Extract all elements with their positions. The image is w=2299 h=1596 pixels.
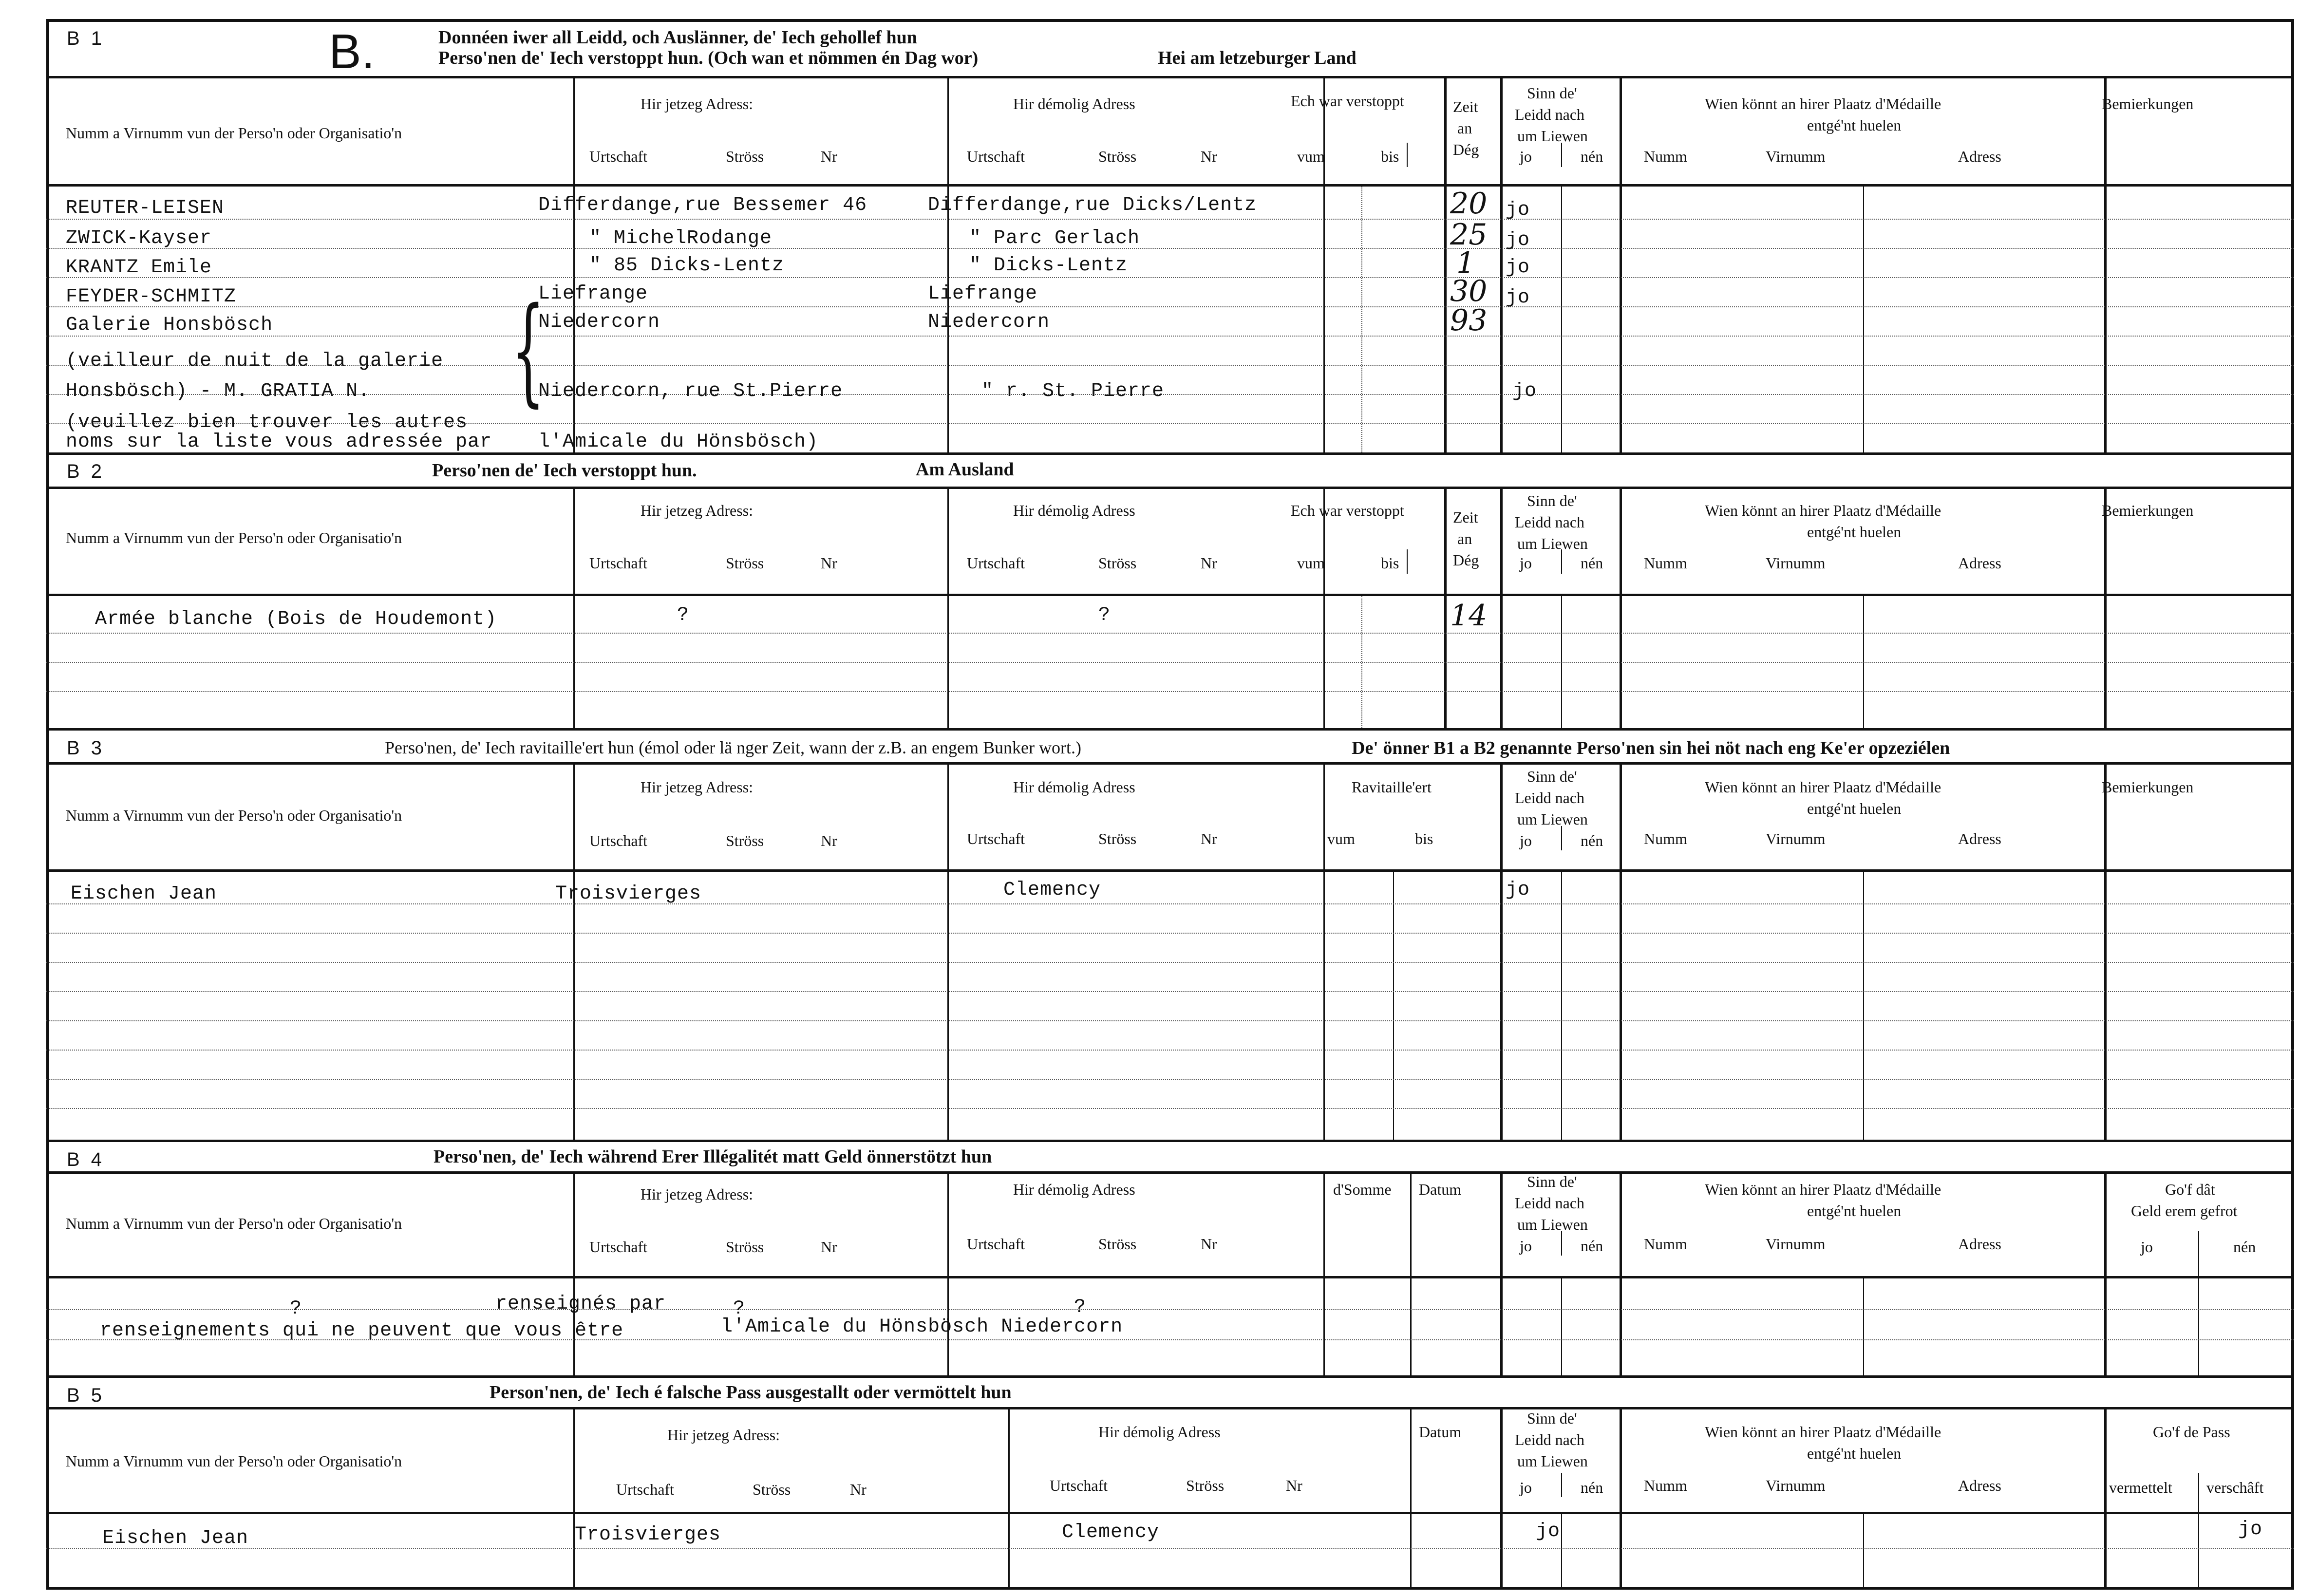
note-text: (veuillez bien trouver les autres: [66, 412, 468, 433]
note-text: (veilleur de nuit de la galerie: [66, 350, 444, 372]
table-header: Numm a Virnumm vun der Perso'n oder Organisatio'n Hir jetzeg Adress: Hir démolig Adress d'Somme Datum Sinn de' Leidd nach um Liewen Wien könnt an hirer Plaatz d'Médaille entgé'nt huelen Go'f dât Geld erem gefrot Urtschaft Ströss Nr Urtschaft Ströss Nr jo nén Numm Virnumm Adress jo nén: [46, 1174, 2294, 1278]
section-title-right: Hei am letzeburger Land: [1158, 48, 1357, 68]
section-b5-band: [46, 1375, 2294, 1409]
table-header: Numm a Virnumm vun der Perso'n oder Organisatio'n Hir jetzeg Adress: Hir démolig Adress Ech war verstoppt Zeit an Dég Sinn de' Leidd nach um Liewen Wien könnt an hirer Plaatz d'Médaille entgé'nt huelen Bemierkungen Urtschaft Ströss Nr Urtschaft Ströss Nr vum bis jo nén Numm Virnumm Adress: [46, 78, 2294, 187]
table-header: Numm a Virnumm vun der Perso'n oder Organisatio'n Hir jetzeg Adress: Hir démolig Adress Datum Sinn de' Leidd nach um Liewen Wien könnt an hirer Plaatz d'Médaille entgé'nt huelen Go'f de Pass Urtschaft Ströss Nr Urtschaft Ströss Nr jo nén Numm Virnumm Adress vermettelt verschâft: [46, 1409, 2294, 1514]
table-header: Numm a Virnumm vun der Perso'n oder Organisatio'n Hir jetzeg Adress: Hir démolig Adress Ravitaille'ert Sinn de' Leidd nach um Liewen Wien könnt an hirer Plaatz d'Médaille entgé'nt huelen Bemierkungen Urtschaft Ströss Nr Urtschaft Ströss Nr vum bis jo nén Numm Virnumm Adress: [46, 765, 2294, 872]
col-date-header: Datum: [1419, 1181, 1462, 1198]
section-title: Perso'nen de' Iech verstoppt hun.: [432, 460, 697, 481]
note-text: renseignés par: [495, 1293, 666, 1315]
col-medal-header: Wien könnt an hirer Plaatz d'Médaille: [1705, 95, 1941, 113]
section-code: B 1: [67, 28, 105, 49]
section-code: B 2: [67, 461, 105, 482]
section-title: Perso'nen, de' Iech ravitaille'ert hun (émol oder lä nger Zeit, wann der z.B. an engem Bunker wort.): [385, 738, 1081, 757]
note-text: l'Amicale du Hönsbösch Niedercorn: [721, 1316, 1123, 1338]
col-alive-header: Sinn de': [1527, 84, 1577, 102]
section-title-right: De' önner B1 a B2 genannte Perso'nen sin hei nöt nach eng Ke'er opzeziélen: [1352, 738, 1950, 758]
section-title: Donnéen iwer all Leidd, och Auslänner, de' Iech gehollef hun: [438, 27, 917, 48]
col-former-header: Hir démolig Adress: [1013, 95, 1135, 113]
table-header: Numm a Virnumm vun der Perso'n oder Organisatio'n Hir jetzeg Adress: Hir démolig Adress Ech war verstoppt Zeit an Dég Sinn de' Leidd nach um Liewen Wien könnt an hirer Plaatz d'Médaille entgé'nt huelen Bemierkungen Urtschaft Ströss Nr Urtschaft Ströss Nr vum bis jo nén Numm Virnumm Adress: [46, 489, 2294, 596]
section-code: B 3: [67, 737, 105, 759]
col-name-header: Numm a Virnumm vun der Perso'n oder Organisatio'n: [66, 124, 402, 142]
col-sum-header: d'Somme: [1333, 1181, 1392, 1198]
section-b1-band: [46, 19, 2294, 78]
col-remarks-header: Bemierkungen: [2102, 95, 2194, 113]
col-current-header: Hir jetzeg Adress:: [641, 95, 754, 113]
form-letter: B.: [329, 24, 375, 79]
section-title: Perso'nen, de' Iech während Erer Illégalitét matt Geld önnerstötzt hun: [433, 1146, 992, 1167]
section-b4-band: [46, 1140, 2294, 1174]
note-text: Honsbösch) - M. GRATIA N.: [66, 380, 371, 402]
section-subtitle: Perso'nen de' Iech verstoppt hun. (Och wan et nömmen én Dag wor): [438, 48, 979, 68]
col-gave-header: Go'f dât: [2165, 1181, 2215, 1198]
col-supplied-header: Ravitaille'ert: [1352, 778, 1432, 796]
section-b4: B 4 Perso'nen, de' Iech während Erer Illégalitét matt Geld önnerstötzt hun Numm a Virnumm vun der Perso'n oder Organisatio'n Hir jetzeg Adress: Hir démolig Adress d'Somme Datum Sinn de' Leidd nach um Liewen Wien könnt an hirer Plaatz d'Médaille entgé'nt huelen Go'f dât Geld erem gefrot Urtschaft Ströss Nr Urtschaft Ströss Nr jo nén Numm Virnumm Adress jo nén ? renseignés par ? ? renseignements qui ne peuvent que vous être l'Amicale du Hönsbösch Niedercorn: [46, 1140, 2294, 1375]
section-b3: B 3 Perso'nen, de' Iech ravitaille'ert hun (émol oder lä nger Zeit, wann der z.B. an engem Bunker wort.) De' önner B1 a B2 genannte Perso'nen sin hei nöt nach eng Ke'er opzeziélen Numm a Virnumm vun der Perso'n oder Organisatio'n Hir jetzeg Adress: Hir démolig Adress Ravitaille'ert Sinn de' Leidd nach um Liewen Wien könnt an hirer Plaatz d'Médaille entgé'nt huelen Bemierkungen Urtschaft Ströss Nr Urtschaft Ströss Nr vum bis jo nén Numm Virnumm Adress Eischen Jean Troisvierges Clemency jo: [46, 728, 2294, 1140]
section-title: Person'nen, de' Iech é falsche Pass ausgestallt oder vermöttelt hun: [490, 1382, 1012, 1403]
section-code: B 4: [67, 1149, 105, 1170]
col-days-header: Zeit: [1453, 98, 1478, 115]
note-text: noms sur la liste vous adressée par: [66, 431, 492, 453]
section-b5: B 5 Person'nen, de' Iech é falsche Pass ausgestallt oder vermöttelt hun Numm a Virnumm vun der Perso'n oder Organisatio'n Hir jetzeg Adress: Hir démolig Adress Datum Sinn de' Leidd nach um Liewen Wien könnt an hirer Plaatz d'Médaille entgé'nt huelen Go'f de Pass Urtschaft Ströss Nr Urtschaft Ströss Nr jo nén Numm Virnumm Adress vermettelt verschâft Eischen Jean Troisvierges Clemency jo jo: [46, 1375, 2294, 1590]
section-code: B 5: [67, 1385, 105, 1406]
col-pass-header: Go'f de Pass: [2153, 1423, 2230, 1441]
brace-mark: {: [511, 282, 545, 418]
section-title-right: Am Ausland: [916, 459, 1014, 480]
note-text: renseignements qui ne peuvent que vous être: [100, 1320, 624, 1342]
section-b2: B 2 Perso'nen de' Iech verstoppt hun. Am Ausland Numm a Virnumm vun der Perso'n oder Organisatio'n Hir jetzeg Adress: Hir démolig Adress Ech war verstoppt Zeit an Dég Sinn de' Leidd nach um Liewen Wien könnt an hirer Plaatz d'Médaille entgé'nt huelen Bemierkungen Urtschaft Ströss Nr Urtschaft Ströss Nr vum bis jo nén Numm Virnumm Adress Armée blanche (Bois de Houdemont) ? ? 14: [46, 452, 2294, 728]
section-b1: B 1 B. Donnéen iwer all Leidd, och Auslänner, de' Iech gehollef hun Perso'nen de' Iech verstoppt hun. (Och wan et nömmen én Dag wor) Hei am letzeburger Land Numm a Virnumm vun der Perso'n oder Organisatio'n Hir jetzeg Adress: Hir démolig Adress Ech war verstoppt Zeit an Dég Sinn de' Leidd nach um Liewen Wien könnt an hirer Plaatz d'Médaille entgé'nt huelen Bemierkungen Urtschaft Ströss Nr Urtschaft Ströss Nr vum bis jo nén Numm Virnumm Adress REUTER-LEISEN Differdange,rue Bessemer 46 Differdange,rue Dicks/Lentz 20 jo ZWICK-Kayser " MichelRodange " Parc Gerlach 25 jo KRANTZ Emile " 85 Dicks-Lentz " Dicks-Lentz 1 jo FEYDER-SCHMITZ Liefrange Liefrange 30 jo Galerie Honsbösch Niedercorn Niedercorn 93 { (veilleur de nuit de la galerie Honsbösch) - M. GRATIA N. Niedercorn, rue St.Pierre " r. St. Pierre jo (veuillez bien trouver les autres noms sur la liste vous adressée par l'Amicale du Hönsbösch): [46, 19, 2294, 452]
col-hidden-header: Ech war verstoppt: [1291, 92, 1404, 110]
section-b3-band: [46, 728, 2294, 765]
section-b2-band: [46, 452, 2294, 489]
col-date-header: Datum: [1419, 1423, 1462, 1441]
